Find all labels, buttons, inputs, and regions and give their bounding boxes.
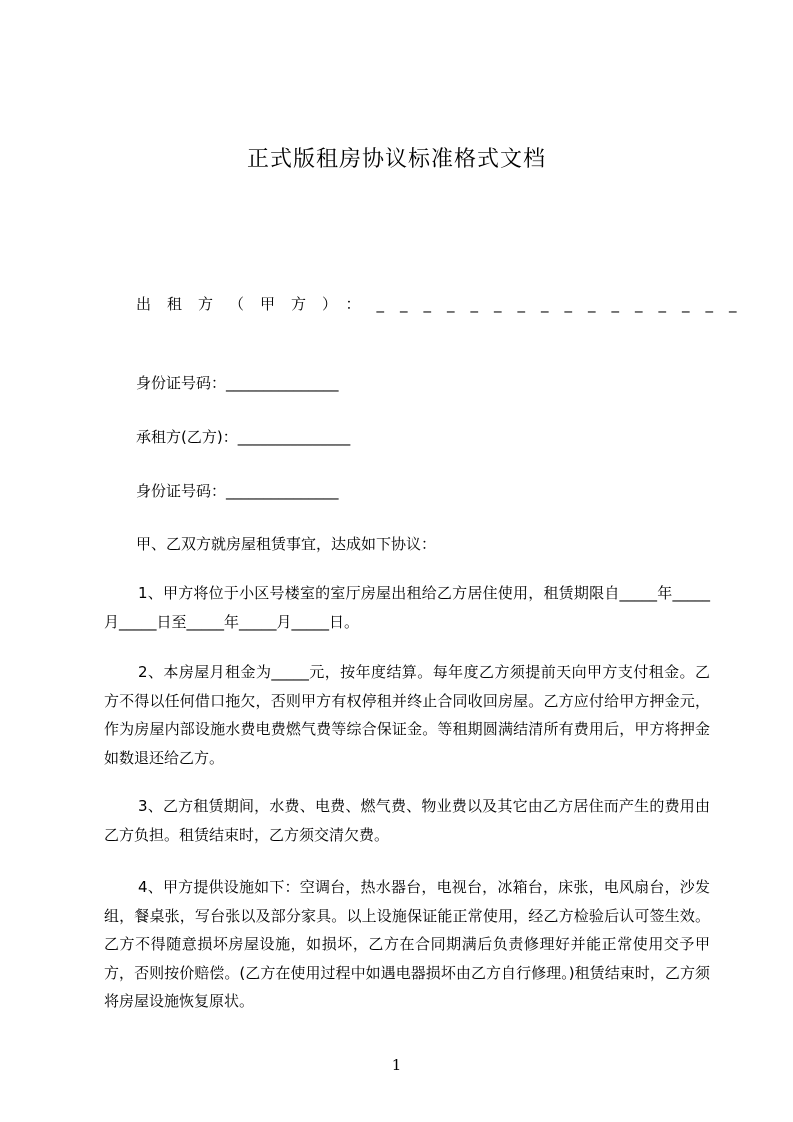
lessee-id-line: 身份证号码：_______________: [136, 482, 339, 500]
intro-paragraph: 甲、乙双方就房屋租赁事宜，达成如下协议：: [136, 535, 437, 553]
page-number: 1: [391, 1056, 402, 1074]
lessor-id-line: 身份证号码：_______________: [136, 374, 339, 392]
clause-4: 4、甲方提供设施如下：空调台，热水器台，电视台，冰箱台，床张，电风扇台，沙发组，餐桌张，写台张以及部分家具。以上设施保证能正常使用，经乙方检验后认可签生效。乙方不得随意损坏房屋设施，如损坏，乙方在合同期满后负责修理好并能正常使用交予甲方，否则按价赔偿。(乙方在使用过程中如遇电器损坏由乙方自行修理。)租赁结束时，乙方须将房屋设施恢复原状。: [104, 878, 710, 1010]
clause-3: 3、乙方租赁期间，水费、电费、燃气费、物业费以及其它由乙方居住而产生的费用由乙方负担。租赁结束时，乙方须交清欠费。: [104, 797, 710, 844]
lessor-line: 出租方（甲方）：________________: [136, 295, 753, 313]
lessee-line: 承租方(乙方)：_______________: [136, 428, 351, 446]
clause-2: 2、本房屋月租金为_____元，按年度结算。每年度乙方须提前天向甲方支付租金。乙方不得以任何借口拖欠，否则甲方有权停租并终止合同收回房屋。乙方应付给甲方押金元，作为房屋内部设施水费电费燃气费等综合保证金。等租期圆满结清所有费用后，甲方将押金如数退还给乙方。: [104, 663, 710, 767]
page-title: 正式版租房协议标准格式文档: [246, 147, 546, 172]
clause-1: 1、甲方将位于小区号楼室的室厅房屋出租给乙方居住使用，租赁期限自_____年_____月_____日至_____年_____月_____日。: [104, 584, 710, 631]
